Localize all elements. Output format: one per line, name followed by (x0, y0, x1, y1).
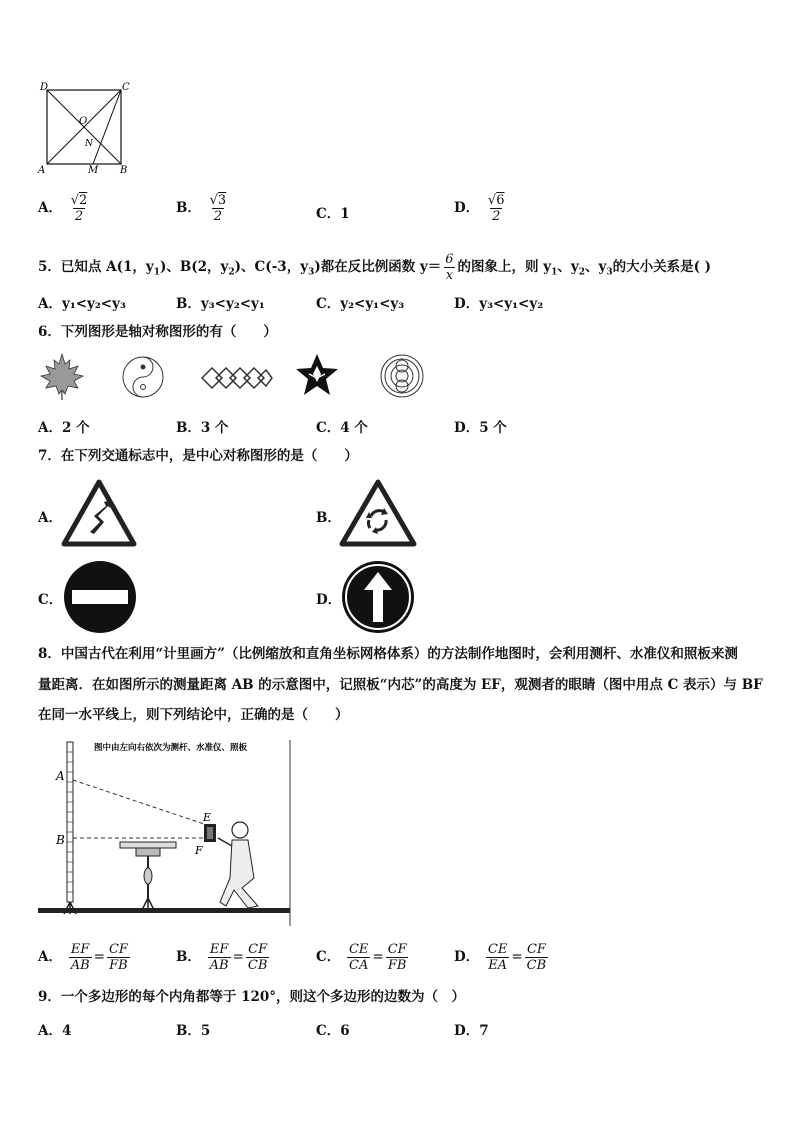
q9-option-c[interactable]: C．6 (316, 1023, 350, 1039)
roundabout-sign-icon (338, 478, 418, 548)
label-a: A (38, 165, 46, 176)
figure-caption: 图中由左向右依次为测杆、水准仪、照板 (94, 743, 248, 753)
q8-option-a[interactable]: A． $\frac{EF}{AB}$ = $\frac{CF}{FB}$ (38, 942, 128, 973)
no-entry-sign-icon (62, 560, 138, 634)
q9-stem: 9．一个多边形的每个内角都等于 120°，则这个多边形的边数为（ ） (38, 989, 466, 1005)
q7-option-b[interactable]: B． (316, 510, 341, 526)
fraction: $\frac{6}{x}$ (445, 252, 454, 283)
q5-option-b[interactable]: B．y₃<y₂<y₁ (176, 296, 265, 312)
label-d: D (40, 82, 49, 93)
label-b: B (56, 833, 65, 847)
straight-arrow-sign-icon (340, 560, 416, 634)
label-a: A (56, 769, 65, 783)
fraction: $\frac{√2}{2}$ (70, 193, 88, 224)
label-o: O (79, 116, 88, 127)
label-c: C (122, 82, 130, 93)
label-f: F (195, 844, 203, 857)
survey-figure (36, 738, 294, 928)
q8-option-d[interactable]: D． $\frac{CE}{EA}$ = $\frac{CF}{CB}$ (454, 942, 547, 973)
yin-yang-icon (120, 354, 166, 400)
maple-leaf-icon (38, 352, 86, 402)
nested-circles-icon (378, 352, 426, 400)
q6-stem: 6．下列图形是轴对称图形的有（ ） (38, 324, 277, 340)
q7-stem: 7．在下列交通标志中，是中心对称图形的是（ ） (38, 448, 358, 464)
q8-option-c[interactable]: C． $\frac{CE}{CA}$ = $\frac{CF}{FB}$ (316, 942, 407, 973)
q8-option-b[interactable]: B． $\frac{EF}{AB}$ = $\frac{CF}{CB}$ (176, 942, 268, 973)
q4-option-a[interactable]: A． $\frac{√2}{2}$ (38, 193, 88, 224)
q8-line3: 在同一水平线上，则下列结论中，正确的是（ ） (38, 707, 349, 723)
q7-option-a[interactable]: A． (38, 510, 62, 526)
q8-line2: 量距离．在如图所示的测量距离 AB 的示意图中，记照板“内芯”的高度为 EF，观测者的眼睛（图中用点 C 表示）与 BF (38, 677, 763, 693)
q6-option-a[interactable]: A．2 个 (38, 420, 90, 436)
q7-option-c[interactable]: C． (38, 592, 63, 608)
square-figure (36, 80, 136, 180)
chain-diamonds-icon (200, 362, 274, 394)
label-b: B (120, 165, 128, 176)
fraction: $\frac{√6}{2}$ (487, 193, 505, 224)
q9-option-d[interactable]: D．7 (454, 1023, 489, 1039)
q4-option-d[interactable]: D． $\frac{√6}{2}$ (454, 193, 505, 224)
q6-option-b[interactable]: B．3 个 (176, 420, 229, 436)
fraction: $\frac{√3}{2}$ (209, 193, 227, 224)
star-icon (294, 352, 340, 398)
label-e: E (203, 811, 212, 824)
q5-option-c[interactable]: C．y₂<y₁<y₃ (316, 296, 405, 312)
q5-option-a[interactable]: A．y₁<y₂<y₃ (38, 296, 126, 312)
q8-line1: 8．中国古代在利用“计里画方”（比例缩放和直角坐标网格体系）的方法制作地图时，会利用测杆、水准仪和照板来测 (38, 646, 738, 662)
q9-option-b[interactable]: B．5 (176, 1023, 211, 1039)
zigzag-road-sign-icon (60, 478, 138, 548)
q4-option-b[interactable]: B． $\frac{√3}{2}$ (176, 193, 227, 224)
label-m: M (88, 165, 99, 176)
q5-option-d[interactable]: D．y₃<y₁<y₂ (454, 296, 544, 312)
q4-option-c[interactable]: C．1 (316, 206, 350, 222)
q9-option-a[interactable]: A．4 (38, 1023, 72, 1039)
q5-stem: 5．已知点 A(1，$y_1$)、B(2，$y_2$)、C(-3，$y_3$)都在反比例函数 y＝ $\frac{6}{x}$ 的图象上，则 $y_1$、$y_2$、$y_3$的大小关系是( ) (38, 252, 712, 283)
q6-option-c[interactable]: C．4 个 (316, 420, 368, 436)
q7-option-d[interactable]: D． (316, 592, 342, 608)
label-n: N (85, 139, 93, 149)
q6-option-d[interactable]: D．5 个 (454, 420, 507, 436)
